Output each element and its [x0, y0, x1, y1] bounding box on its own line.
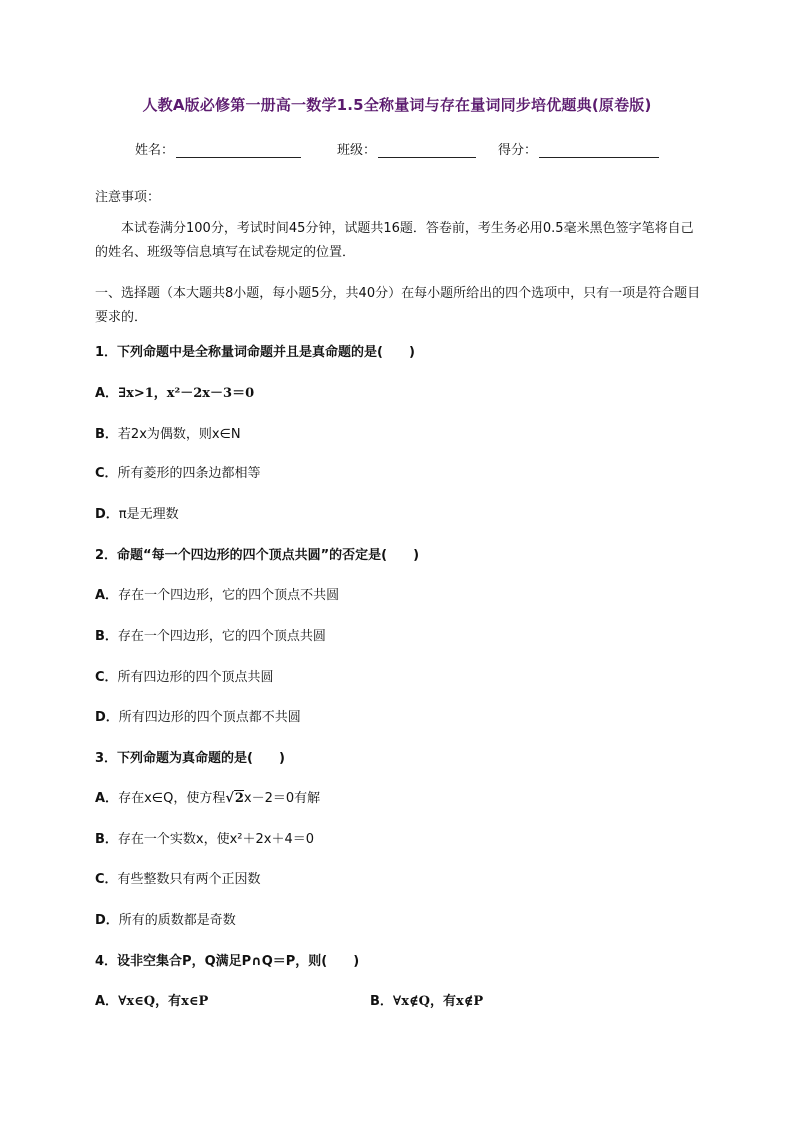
page-title: 人教A版必修第一册高一数学1.5全称量词与存在量词同步培优题典(原卷版) — [142, 96, 652, 114]
question-1: 1．下列命题中是全称量词命题并且是真命题的是( ) — [95, 345, 415, 360]
option-label: D． — [95, 913, 119, 928]
notice-text: 本试卷满分100分，考试时间45分钟，试题共16题．答卷前，考生务必用0.5毫米黑色签字笔将自己的姓名、班级等信息填写在试卷规定的位置． — [95, 221, 694, 260]
option-label: D． — [95, 710, 119, 725]
option-text: 存在一个四边形，它的四个顶点不共圆 — [118, 588, 340, 603]
option-label: D． — [95, 507, 119, 522]
class-field[interactable] — [337, 139, 476, 158]
option-text-pre: 存在x∈Q，使方程 — [118, 791, 226, 806]
option-label: B． — [370, 994, 393, 1009]
option-label: B． — [95, 629, 118, 644]
option-label: B． — [95, 832, 118, 847]
sqrt-radicand: 2 — [234, 791, 244, 806]
question-2-option-d[interactable] — [95, 706, 301, 725]
option-label: A． — [95, 994, 119, 1009]
question-4-option-a[interactable] — [95, 990, 208, 1009]
name-field[interactable] — [135, 139, 301, 158]
option-text-post: x－2＝0有解 — [243, 791, 321, 806]
question-3-option-b[interactable] — [95, 828, 314, 847]
score-label: 得分： — [498, 143, 538, 158]
question-2-option-b[interactable] — [95, 625, 326, 644]
option-text: 存在一个四边形，它的四个顶点共圆 — [117, 629, 326, 644]
question-1-option-b[interactable] — [95, 423, 241, 442]
question-3: 3．下列命题为真命题的是( ) — [95, 751, 285, 766]
question-2-option-c[interactable] — [95, 666, 274, 685]
question-3-option-c[interactable] — [95, 868, 261, 887]
question-4: 4．设非空集合P，Q满足P∩Q＝P，则( ) — [95, 954, 360, 969]
option-text: ∀x∈Q，有x∈P — [118, 994, 209, 1009]
option-text: 有些整数只有两个正因数 — [117, 872, 261, 887]
question-4-option-b[interactable] — [370, 990, 483, 1009]
sqrt-symbol: √ — [225, 791, 234, 806]
option-text: π是无理数 — [118, 507, 179, 522]
option-label: A． — [95, 588, 119, 603]
question-1-option-a[interactable] — [95, 382, 254, 401]
option-label: A． — [95, 386, 119, 401]
option-label: C． — [95, 670, 118, 685]
option-text: ∀x∉Q，有x∉P — [392, 994, 484, 1009]
option-text: 若2x为偶数，则x∈N — [117, 427, 241, 442]
class-blank[interactable] — [378, 143, 476, 158]
score-field[interactable] — [498, 139, 659, 158]
class-label: 班级： — [337, 143, 377, 158]
question-3-option-a[interactable] — [95, 787, 320, 806]
option-text: 所有四边形的四个顶点共圆 — [117, 670, 274, 685]
option-label: C． — [95, 872, 118, 887]
question-1-option-c[interactable] — [95, 462, 261, 481]
question-3-option-d[interactable] — [95, 909, 236, 928]
question-2-option-a[interactable] — [95, 584, 339, 603]
option-label: A． — [95, 791, 119, 806]
option-text: 所有的质数都是奇数 — [118, 913, 236, 928]
score-blank[interactable] — [539, 143, 659, 158]
name-blank[interactable] — [176, 143, 301, 158]
option-text: 所有四边形的四个顶点都不共圆 — [118, 710, 301, 725]
option-text: 所有菱形的四条边都相等 — [117, 466, 261, 481]
notice-label: 注意事项： — [95, 190, 161, 205]
name-label: 姓名： — [135, 143, 175, 158]
option-text: ∃x>1，x²－2x－3＝0 — [118, 386, 255, 401]
question-1-option-d[interactable] — [95, 503, 179, 522]
option-label: B． — [95, 427, 118, 442]
student-info-row — [0, 139, 794, 159]
option-text: 存在一个实数x，使x²＋2x＋4＝0 — [117, 832, 315, 847]
option-label: C． — [95, 466, 118, 481]
question-2: 2．命题“每一个四边形的四个顶点共圆”的否定是( ) — [95, 548, 420, 563]
section-heading: 一、选择题（本大题共8小题，每小题5分，共40分）在每小题所给出的四个选项中，只有一项是符合题目要求的． — [95, 286, 701, 325]
